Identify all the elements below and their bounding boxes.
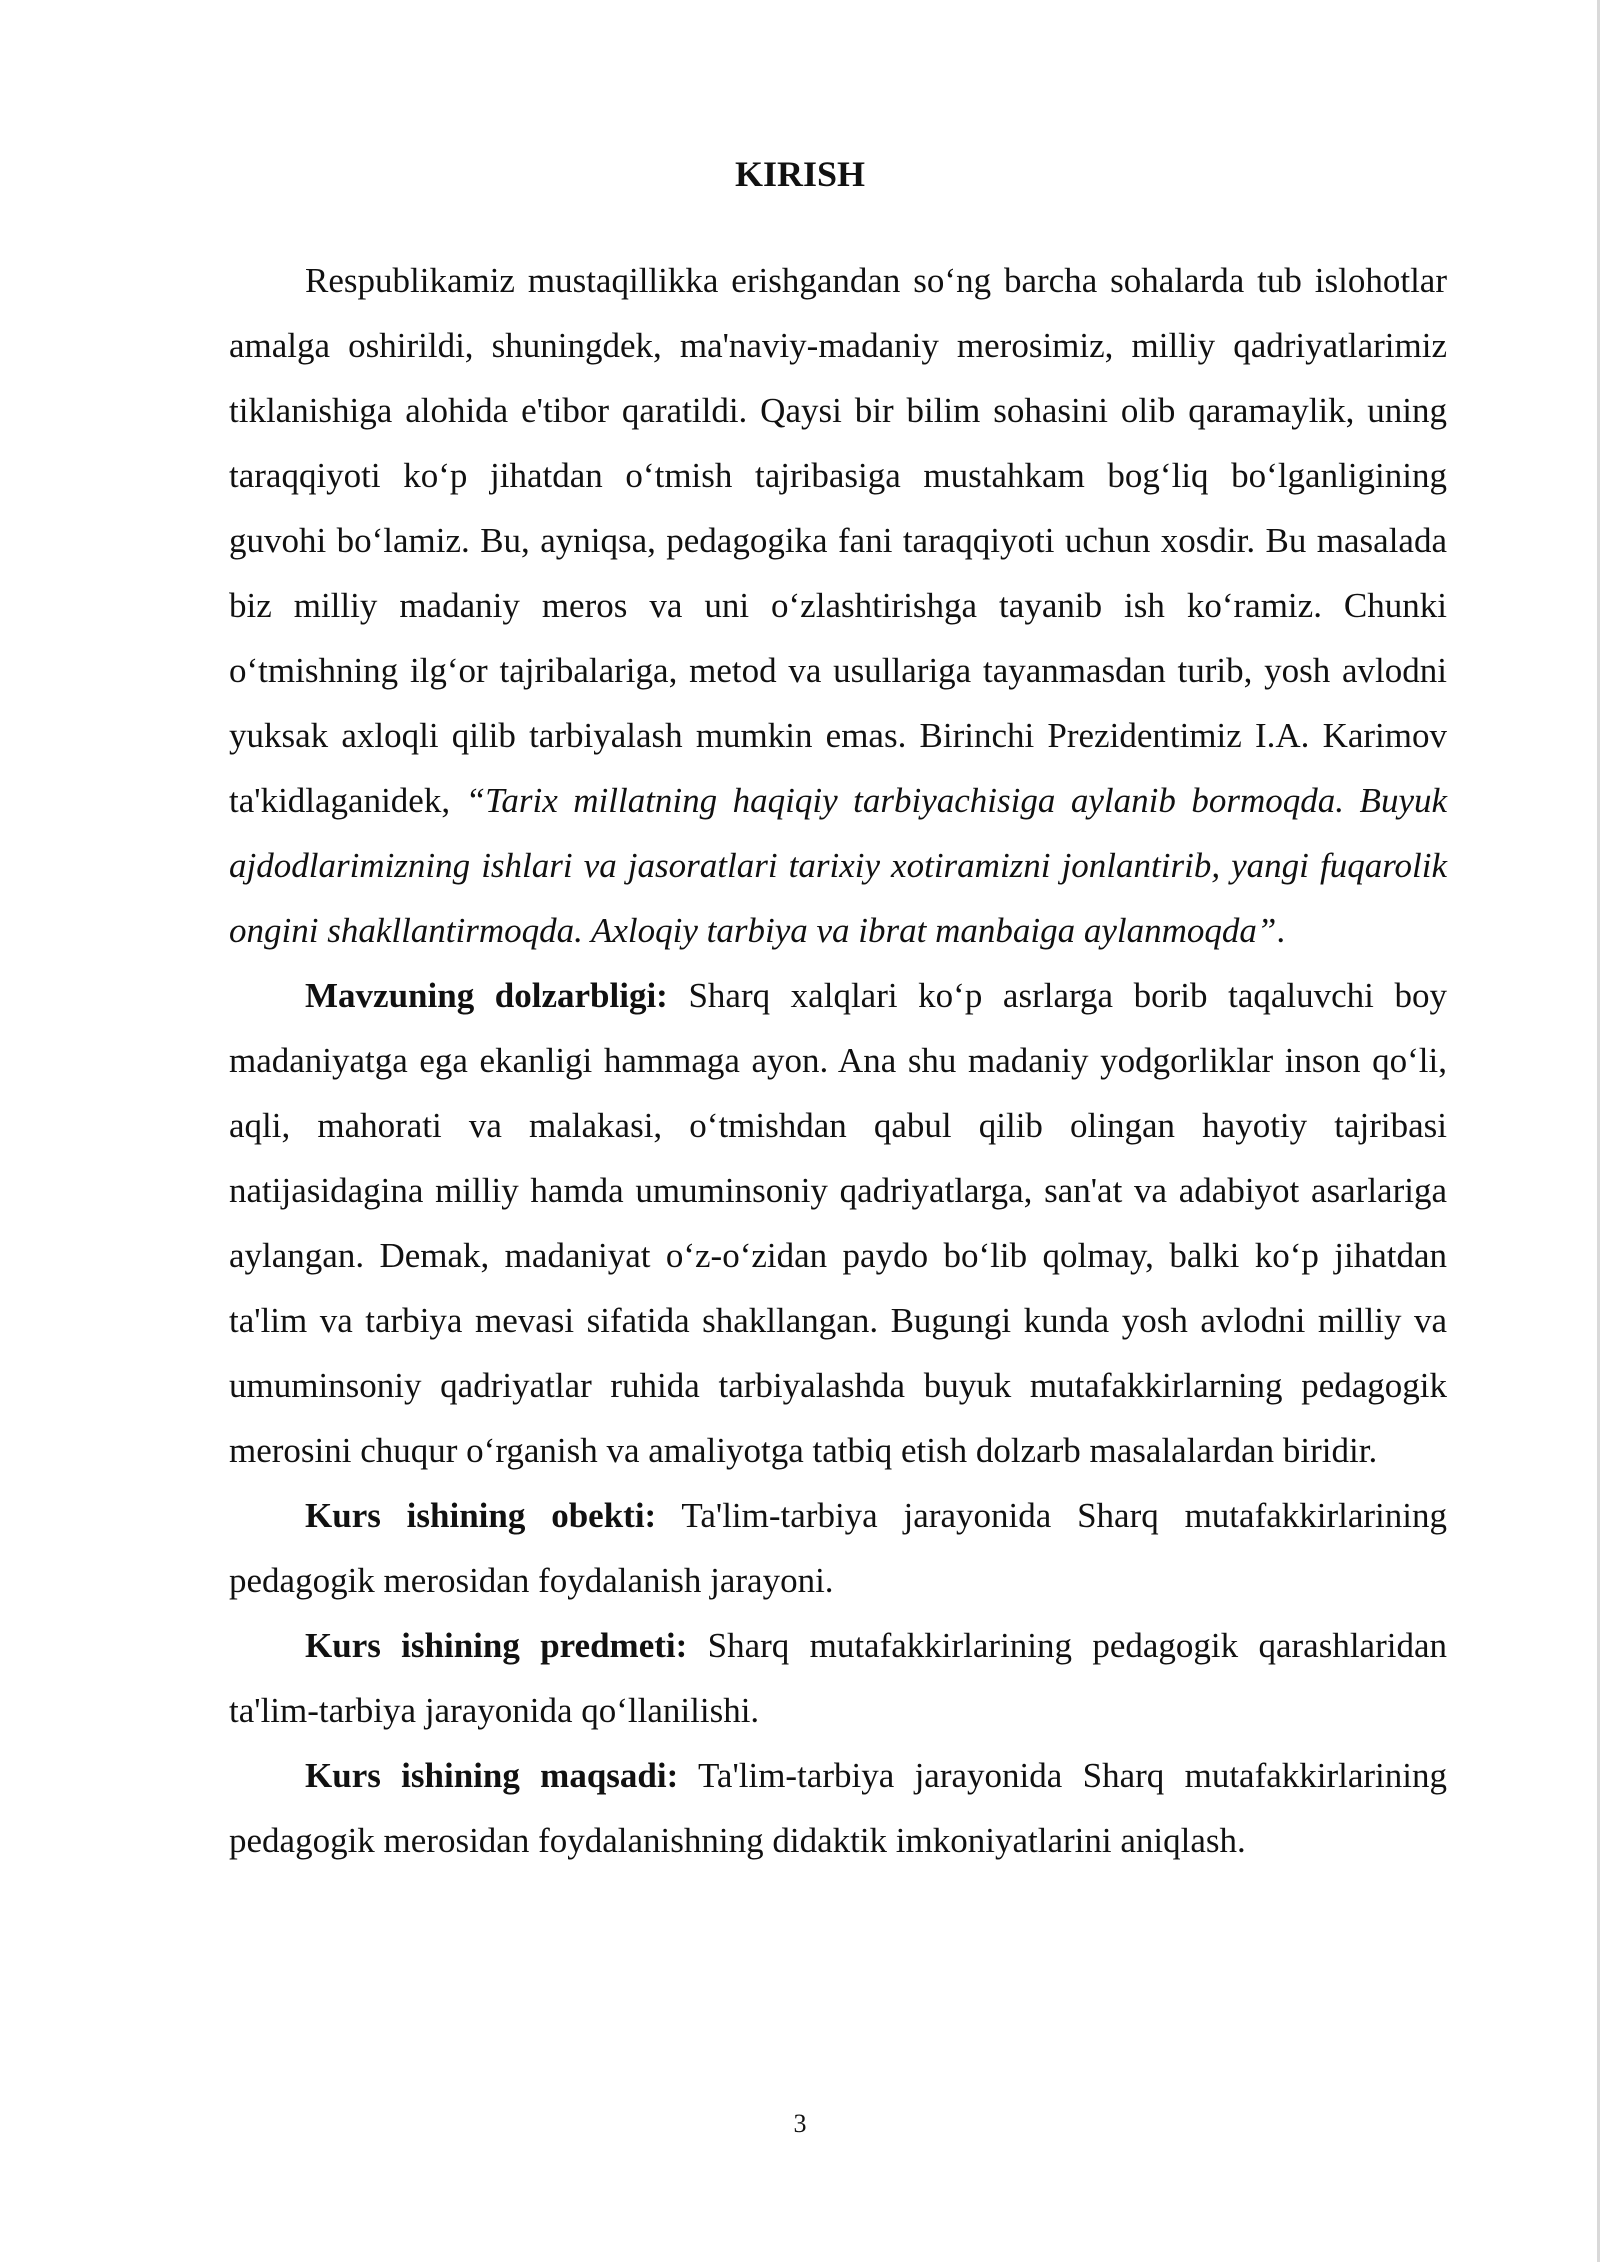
intro-end: .: [1276, 911, 1286, 950]
subject-paragraph: [229, 1613, 1447, 1743]
goal-label: Kurs ishining maqsadi:: [305, 1756, 679, 1795]
body-text: [229, 248, 1447, 1873]
relevance-label: Mavzuning dolzarbligi:: [305, 976, 668, 1015]
subject-text: Sharq mutafakkirlarining pedagogik qarashlaridan ta'lim-tarbiya jarayonida qo‘llanilishi.: [229, 1626, 1447, 1730]
page-number: 3: [793, 2109, 807, 2138]
goal-text: Ta'lim-tarbiya jarayonida Sharq mutafakkirlarining pedagogik merosidan foydalanishning didaktik imkoniyatlarini aniqlash.: [229, 1756, 1448, 1860]
object-paragraph: [229, 1483, 1447, 1613]
subject-label: Kurs ishining predmeti:: [305, 1626, 688, 1665]
section-heading: KIRISH: [734, 154, 866, 194]
object-label: Kurs ishining obekti:: [305, 1496, 657, 1535]
intro-paragraph: [229, 248, 1447, 963]
relevance-text: Sharq xalqlari ko‘p asrlarga borib taqaluvchi boy madaniyatga ega ekanligi hammaga ayon. Ana shu madaniy yodgorliklar inson qo‘li, aqli, mahorati va malakasi, o‘tmishdan qabul qilib olingan hayotiy tajribasi natijasidagina milliy hamda umuminsoniy qadriyatlarga, san'at va adabiyot asarlariga aylangan. Demak, madaniyat o‘z-o‘zidan paydo bo‘lib qolmay, balki ko‘p jihatdan ta'lim va tarbiya mevasi sifatida shakllangan. Bugungi kunda yosh avlodni milliy va umuminsoniy qadriyatlar ruhida tarbiyalashda buyuk mutafakkirlarning pedagogik merosini chuqur o‘rganish va amaliyotga tatbiq etish dolzarb masalalardan biridir.: [229, 976, 1447, 1470]
intro-text: Respublikamiz mustaqillikka erishgandan so‘ng barcha sohalarda tub islohotlar amalga oshirildi, shuningdek, ma'naviy-madaniy merosimiz, milliy qadriyatlarimiz tiklanishiga alohida e'tibor qaratildi. Qaysi bir bilim sohasini olib qaramaylik, uning taraqqiyoti ko‘p jihatdan o‘tmish tajribasiga mustahkam bog‘liq bo‘lganligining guvohi bo‘lamiz. Bu, ayniqsa, pedagogika fani taraqqiyoti uchun xosdir. Bu masalada biz milliy madaniy meros va uni o‘zlashtirishga tayanib ish ko‘ramiz. Chunki o‘tmishning ilg‘or tajribalariga, metod va usullariga tayanmasdan turib, yosh avlodni yuksak axloqli qilib tarbiyalash mumkin emas. Birinchi Prezidentimiz I.A. Karimov ta'kidlaganidek,: [229, 261, 1447, 820]
relevance-paragraph: [229, 963, 1447, 1483]
goal-paragraph: [229, 1743, 1447, 1873]
object-text: Ta'lim-tarbiya jarayonida Sharq mutafakkirlarining pedagogik merosidan foydalanish jarayoni.: [229, 1496, 1447, 1600]
intro-quote: “Tarix millatning haqiqiy tarbiyachisiga aylanib bormoqda. Buyuk ajdodlarimizning ishlari va jasoratlari tarixiy xotiramizni jonlantirib, yangi fuqarolik ongini shakllantirmoqda. Axloqiy tarbiya va ibrat manbaiga aylanmoqda”: [229, 781, 1448, 950]
